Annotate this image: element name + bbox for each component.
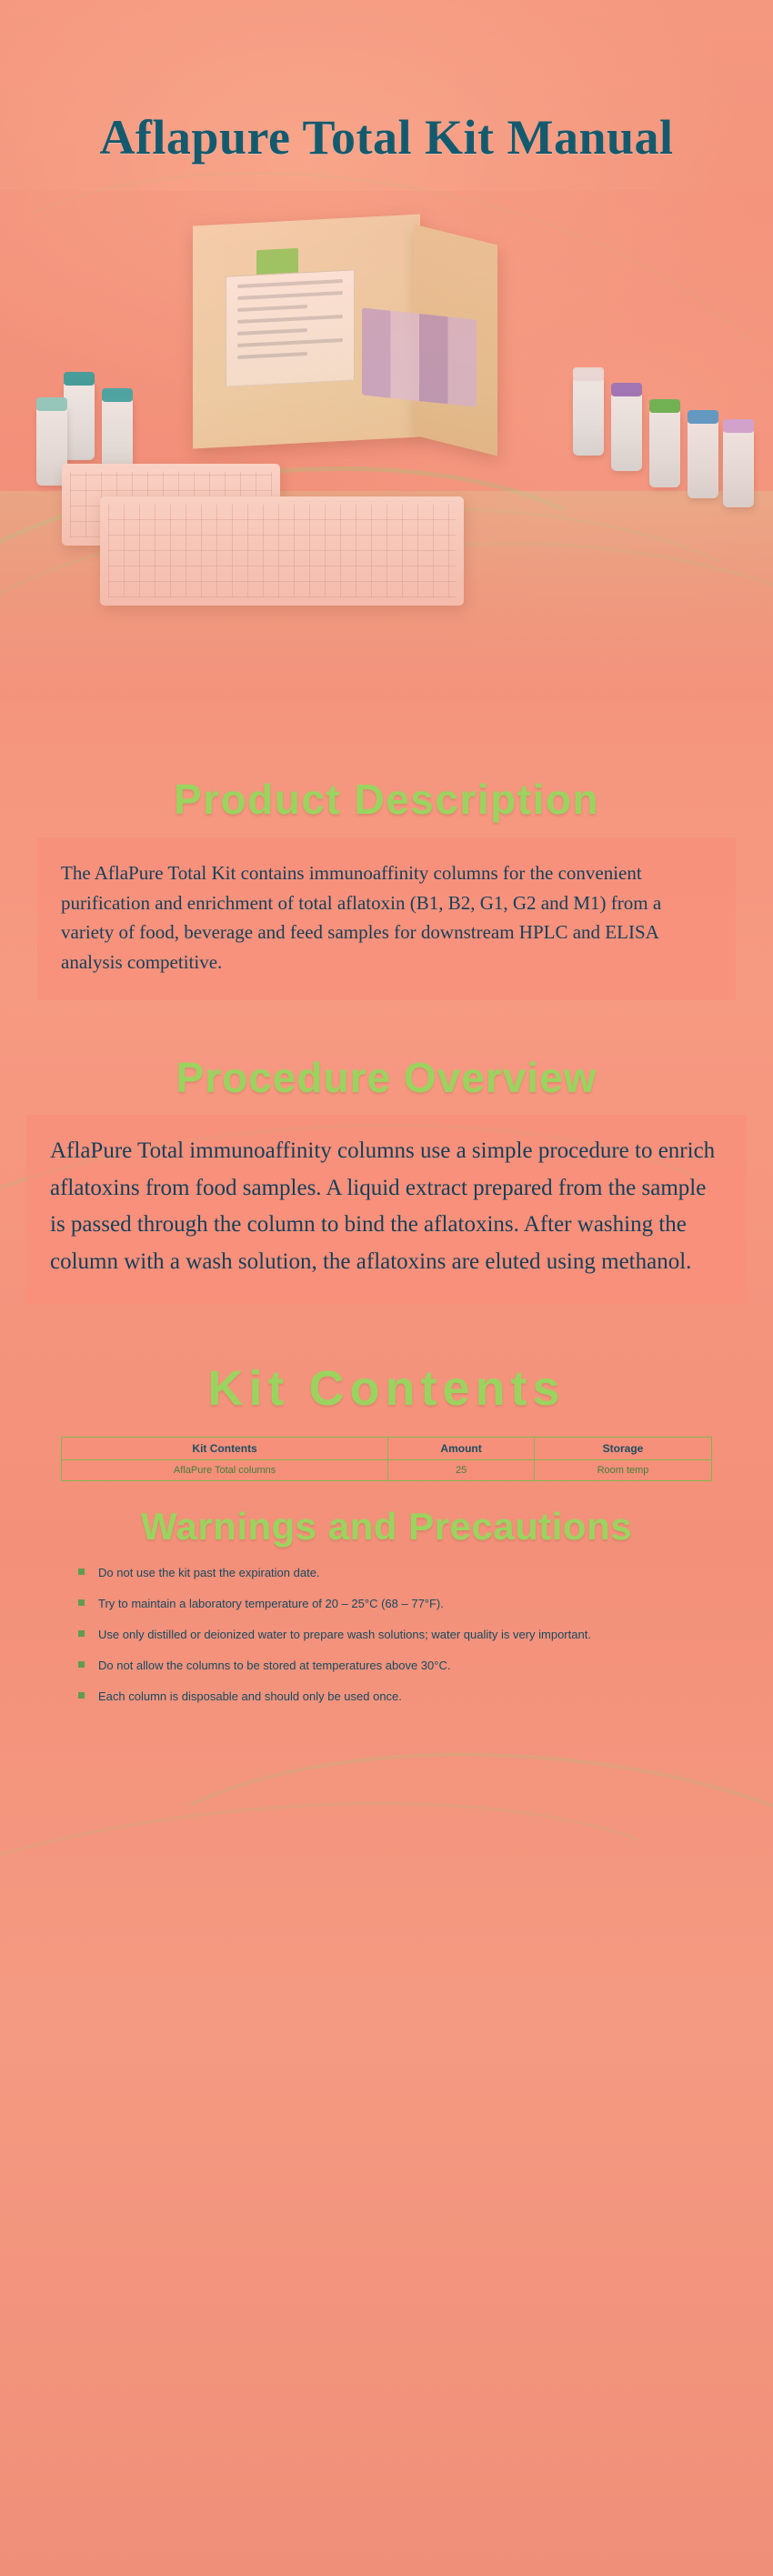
column-header-kit-contents: Kit Contents — [62, 1438, 388, 1460]
column-header-storage: Storage — [535, 1438, 712, 1460]
section-heading-procedure-overview: Procedure Overview — [176, 1054, 597, 1102]
column-header-amount: Amount — [388, 1438, 535, 1460]
list-item: Do not allow the columns to be stored at temperatures above 30°C. — [73, 1658, 700, 1675]
cell-amount: 25 — [388, 1460, 535, 1481]
vial — [573, 377, 604, 456]
vial — [723, 429, 754, 507]
vial — [649, 409, 680, 487]
vial — [64, 382, 95, 460]
microplate-tray — [100, 496, 464, 606]
decorative-swirl — [0, 1760, 738, 2165]
list-item: Do not use the kit past the expiration date. — [73, 1565, 700, 1582]
table-header-row — [62, 1438, 712, 1460]
cell-storage: Room temp — [535, 1460, 712, 1481]
section-warnings-precautions — [0, 1505, 773, 1705]
vial — [611, 393, 642, 471]
section-heading-warnings: Warnings and Precautions — [140, 1505, 633, 1549]
list-item: Try to maintain a laboratory temperature of 20 – 25°C (68 – 77°F). — [73, 1596, 700, 1613]
section-heading-kit-contents: Kit Contents — [207, 1361, 566, 1417]
section-kit-contents — [0, 1360, 773, 1481]
warnings-list — [73, 1565, 700, 1705]
product-photo — [0, 191, 773, 700]
decorative-swirl — [98, 1727, 773, 2118]
cell-item-name: AflaPure Total columns — [62, 1460, 388, 1481]
kit-box-label — [226, 269, 355, 386]
vial — [688, 420, 718, 498]
section-product-description — [0, 775, 773, 1000]
list-item: Use only distilled or deionized water to prepare wash solutions; water quality is very important. — [73, 1627, 700, 1644]
product-description-body: The AflaPure Total Kit contains immunoaffinity columns for the convenient purification and enrichment of total aflatoxin (B1, B2, G1, G2 and M1) from a variety of food, beverage and feed samples for downstream HPLC and ELISA analysis competitive. — [37, 838, 736, 1000]
kit-box-color-swatch — [362, 307, 477, 406]
hero-section — [0, 0, 773, 727]
page-title: Aflapure Total Kit Manual — [99, 110, 674, 165]
list-item: Each column is disposable and should only be used once. — [73, 1689, 700, 1706]
section-procedure-overview — [0, 1053, 773, 1304]
procedure-overview-body: AflaPure Total immunoaffinity columns use a simple procedure to enrich aflatoxins from food samples. A liquid extract prepared from the sample is passed through the column to bind the aflatoxins. After washing the column with a wash solution, the aflatoxins are eluted using methanol. — [26, 1115, 747, 1304]
section-heading-product-description: Product Description — [173, 776, 600, 823]
table-row — [62, 1460, 712, 1481]
kit-contents-table — [61, 1437, 712, 1481]
